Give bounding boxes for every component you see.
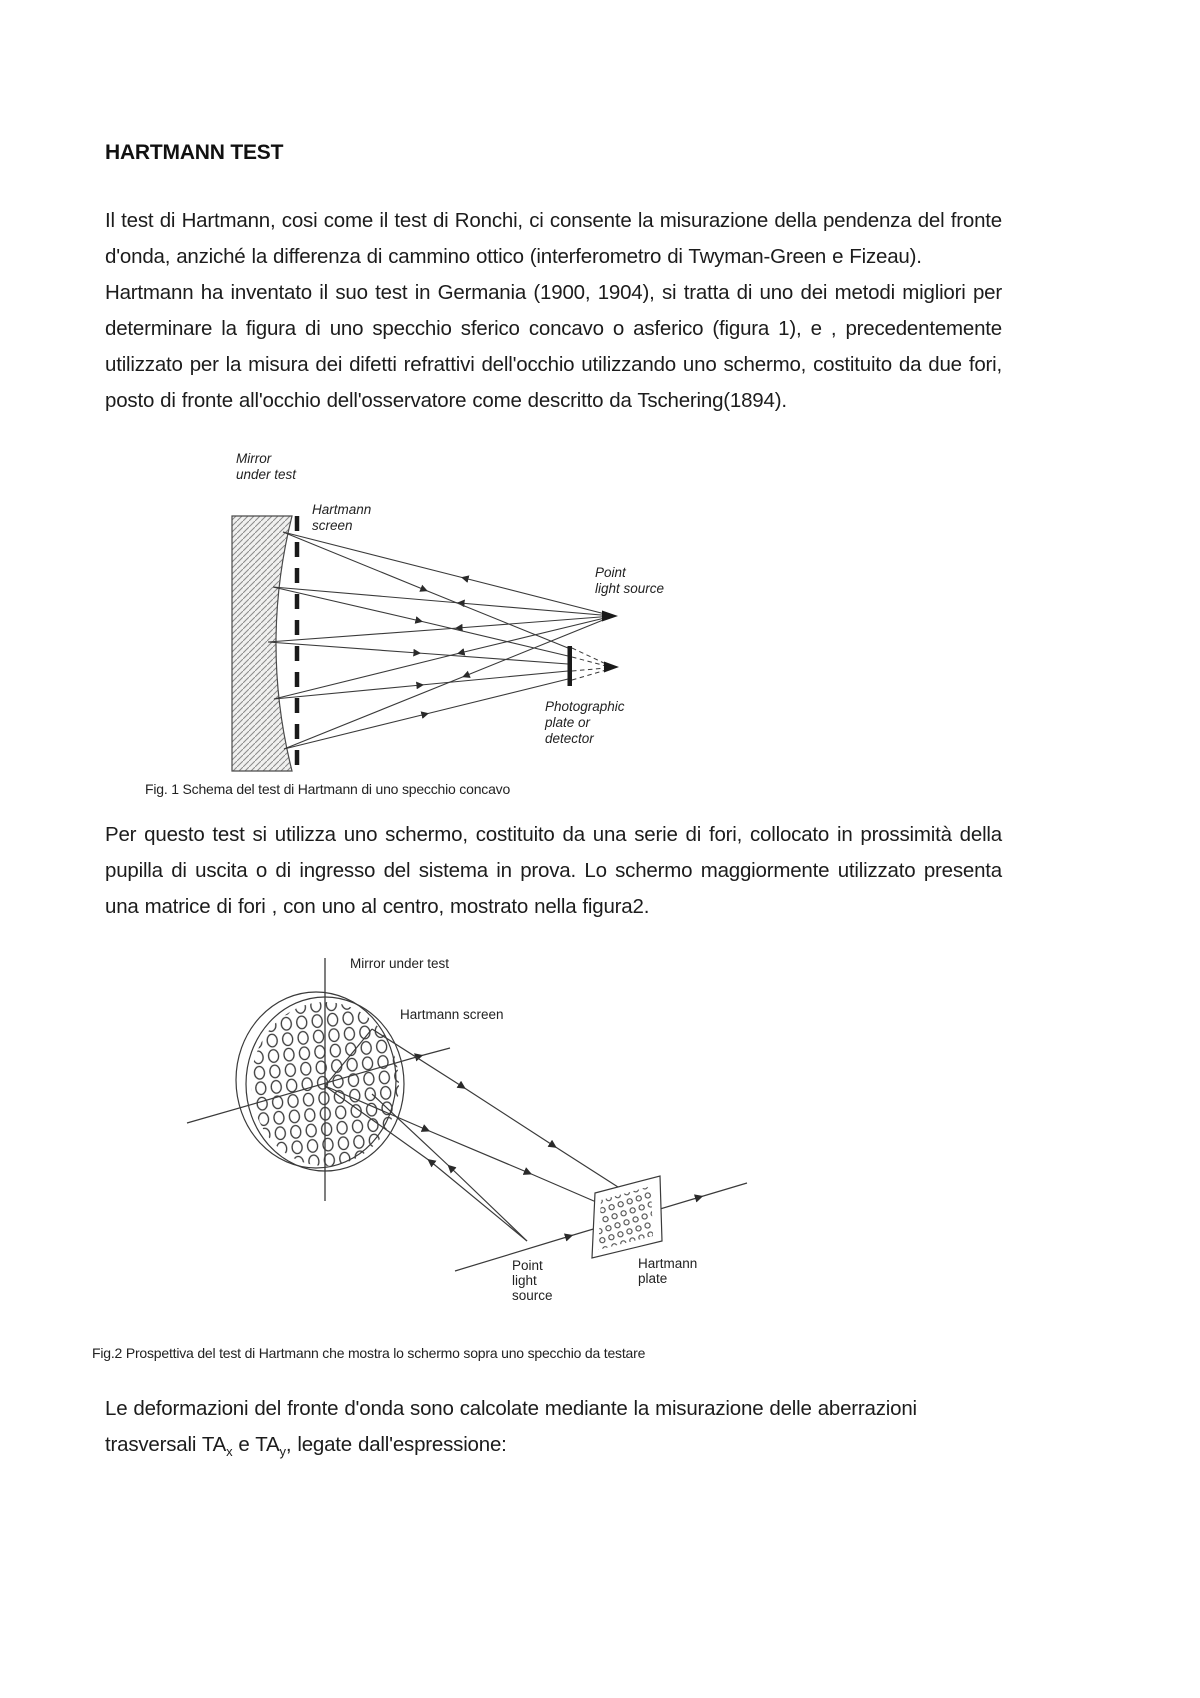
figure-2-drawing bbox=[100, 939, 780, 1329]
fig1-source-label-line1: Point bbox=[595, 565, 626, 580]
page-title: HARTMANN TEST bbox=[105, 141, 284, 164]
fig2-source-label-line1: Point bbox=[512, 1258, 543, 1273]
paragraph-1: Il test di Hartmann, cosi come il test di Ronchi, ci consente la misurazione della pendenza del fronte d'onda, anziché la differenza di cammino ottico (interferometro di Twyman-Green e Fizeau). bbox=[105, 209, 1002, 268]
fig1-screen-label-line2: screen bbox=[312, 518, 353, 533]
paragraph-2: Hartmann ha inventato il suo test in Germania (1900, 1904), si tratta di uno dei metodi migliori per determinare la figura di uno specchio sferico concavo o asferico (figura 1), e , precedentemente utilizzato per la misura dei difetti refrattivi dell'occhio utilizzando uno schermo, costituito da due fori, posto di fronte all'occhio dell'osservatore come descritto da Tschering(1894). bbox=[105, 281, 1002, 412]
subscript-x: x bbox=[226, 1444, 233, 1460]
fig1-plate-label-line3: detector bbox=[545, 731, 594, 746]
fig1-plate-label-line1: Photographic bbox=[545, 699, 625, 714]
paragraph-4 bbox=[105, 1391, 1002, 1463]
fig2-source-label-line3: source bbox=[512, 1288, 553, 1303]
figure-2-caption: Fig.2 Prospettiva del test di Hartmann che mostra lo schermo sopra uno specchio da testare bbox=[92, 1345, 646, 1361]
fig1-source-label-line2: light source bbox=[595, 581, 665, 596]
fig2-screen-label: Hartmann screen bbox=[400, 1007, 504, 1022]
reflected-rays bbox=[268, 532, 568, 749]
fig2-source-label-line2: light bbox=[512, 1273, 537, 1288]
paragraph-4-line1: Le deformazioni del fronte d'onda sono calcolate mediante la misurazione delle aberrazioni bbox=[105, 1397, 917, 1420]
point-light-source-marker bbox=[602, 611, 618, 622]
fig2-plate-label-line1: Hartmann bbox=[638, 1256, 698, 1271]
fig1-mirror-label-line1: Mirror bbox=[236, 451, 272, 466]
fig2-mirror-label: Mirror under test bbox=[350, 956, 450, 971]
document-page bbox=[92, 0, 1002, 1463]
subscript-y: y bbox=[279, 1444, 286, 1460]
hartmann-screen-holes bbox=[251, 1002, 399, 1166]
figure-1-drawing bbox=[105, 419, 685, 779]
photographic-plate-bar bbox=[568, 646, 573, 686]
focus-dashed-rays bbox=[572, 648, 606, 680]
paragraph-4-mid: e TA bbox=[232, 1433, 280, 1456]
paragraph-4-post: , legate dall'espressione: bbox=[285, 1433, 507, 1456]
fig1-mirror-label-line2: under test bbox=[236, 467, 297, 482]
paragraph-4-pre: trasversali TA bbox=[105, 1433, 227, 1456]
figure-1-caption: Fig. 1 Schema del test di Hartmann di uno specchio concavo bbox=[145, 781, 511, 797]
fig1-screen-label-line1: Hartmann bbox=[312, 502, 372, 517]
figure-1-hartmann-schematic bbox=[105, 419, 1002, 797]
figure-2-hartmann-perspective bbox=[92, 939, 1002, 1361]
paragraph-3: Per questo test si utilizza uno schermo, costituito da una serie di fori, collocato in prossimità della pupilla di uscita o di ingresso del sistema in prova. Lo schermo maggiormente utilizzato presenta una matrice di fori , con uno al centro, mostrato nella figura2. bbox=[105, 823, 1002, 918]
focus-arrowhead bbox=[604, 662, 619, 673]
fig1-plate-label-line2: plate or bbox=[545, 715, 591, 730]
fig2-plate-label-line2: plate bbox=[638, 1271, 668, 1286]
